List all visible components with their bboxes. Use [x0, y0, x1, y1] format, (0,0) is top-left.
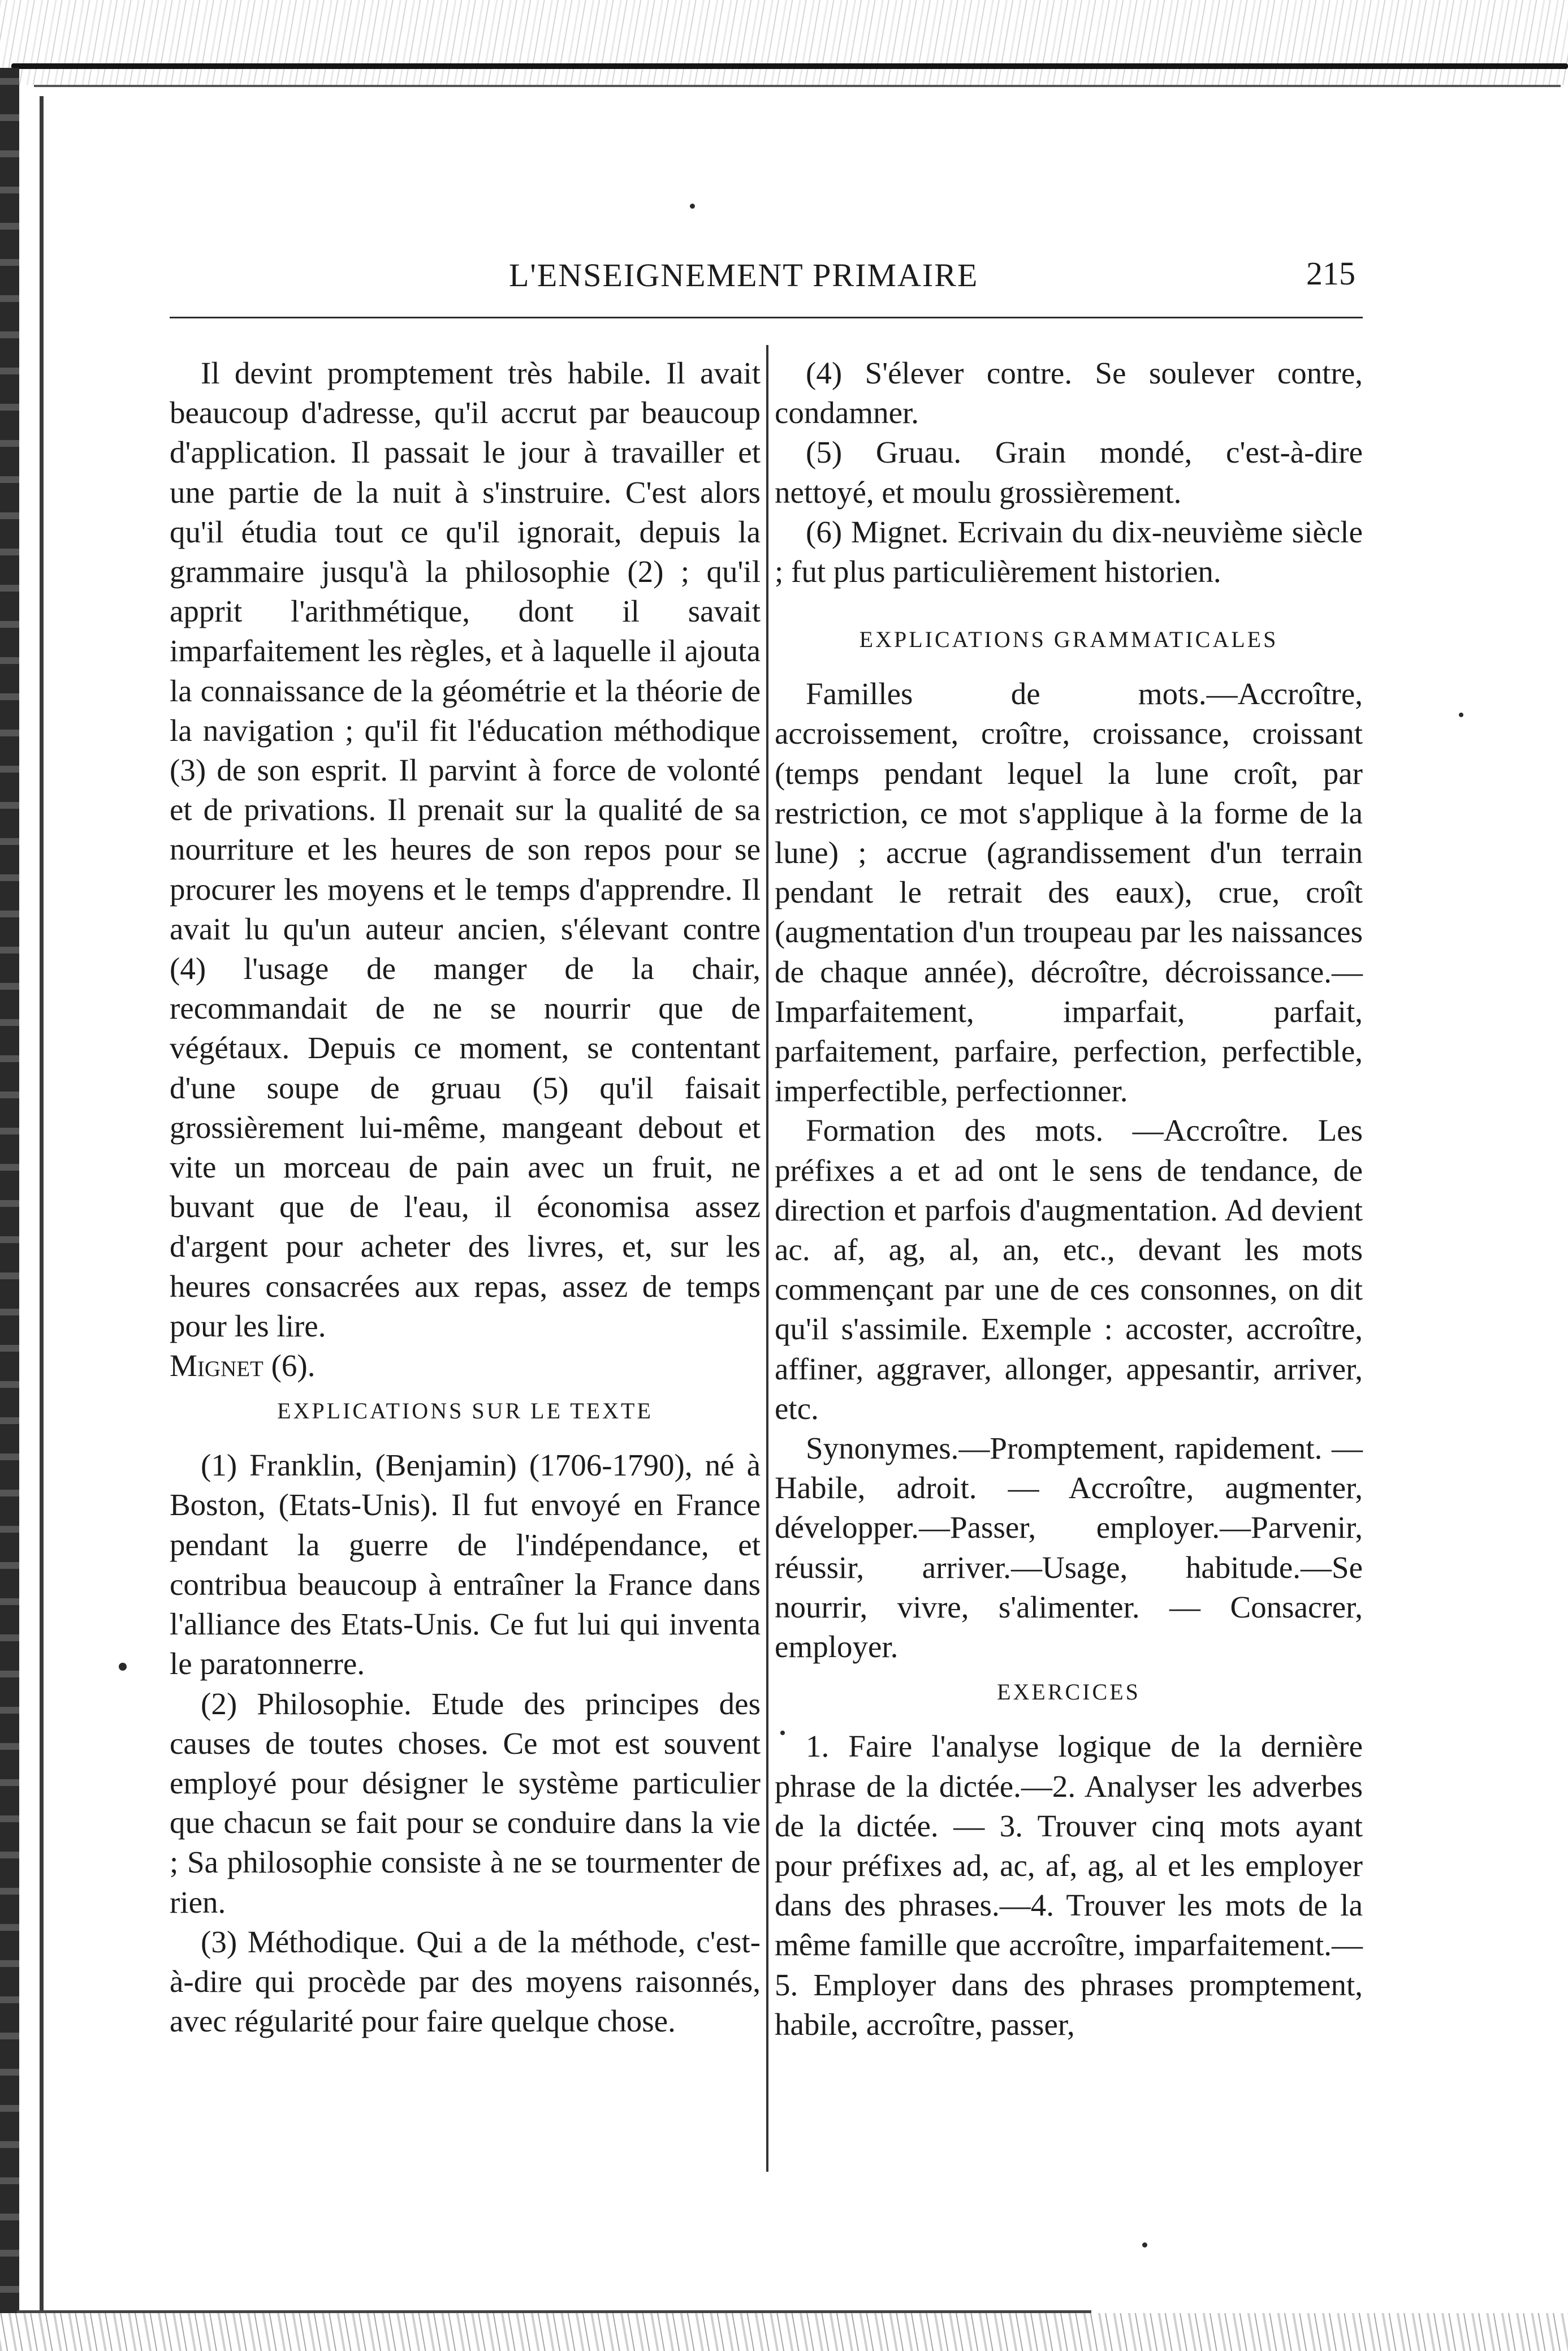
familles-de-mots: Familles de mots.—Accroître, accroissement, croître, croissance, croissant (temps pendant lequel la lune croît, par restriction, ce mot s'applique à la forme de la lune) ; accrue (agrandissement d'un terrain pendant le retrait des eaux), crue, croît (augmentation d'un troupeau par les naissances de chaque année), décroître, décroissance.—Imparfaitement, imparfait, parfait, parfaitement, parfaire, perfection, perfectible, imperfectible, perfectionner.: [775, 676, 1363, 1108]
formation-des-mots: Formation des mots. —Accroître. Les préfixes a et ad ont le sens de tendance, de direction et parfois d'augmentation. Ad devient ac. af, ag, al, an, etc., devant les mots commençant par une de ces consonnes, on dit qu'il s'assimile. Exemple : accoster, accroître, affiner, aggraver, allonger, appesantir, arriver, etc.: [775, 1113, 1363, 1426]
note-3: (3) Méthodique. Qui a de la méthode, c'est-à-dire qui procède par des moyens raisonnés, avec régularité pour faire quelque chose.: [170, 1924, 761, 2039]
synonymes: Synonymes.—Promptement, rapidement. —Habile, adroit. — Accroître, augmenter, développer.—Passer, employer.—Parvenir, réussir, arriver.—Usage, habitude.—Se nourrir, vivre, s'alimenter. — Consacrer, employer.: [775, 1431, 1363, 1664]
column-divider: [766, 345, 768, 2172]
notes-heading: EXPLICATIONS SUR LE TEXTE: [277, 1398, 653, 1424]
scan-speck: [690, 204, 695, 209]
scan-top-rule-thin: [34, 85, 1561, 87]
exercises-heading: EXERCICES: [997, 1679, 1141, 1705]
note-4: (4) S'élever contre. Se soulever contre, condamner.: [775, 356, 1363, 430]
dictation-text: Il devint promptement très habile. Il avait beaucoup d'adresse, qu'il accrut par beaucoup d'application. Il passait le jour à travailler et une partie de la nuit à s'instruire. C'est alors qu'il étudia tout ce qu'il ignorait, depuis la grammaire jusqu'à la philosophie (2) ; qu'il apprit l'arithmétique, dont il savait imparfaitement les règles, et à laquelle il ajouta la connaissance de la géométrie et la théorie de la navigation ; qu'il fit l'éducation méthodique (3) de son esprit. Il parvint à force de volonté et de privations. Il prenait sur la qualité de sa nourriture et les heures de son repos pour se procurer les moyens et le temps d'apprendre. Il avait lu qu'un auteur ancien, s'élevant contre (4) l'usage de manger de la chair, recommandait de ne se nourrir que de végétaux. Depuis ce moment, se contentant d'une soupe de gruau (5) qu'il faisait grossièrement lui-même, mangeant debout et vite un morceau de pain avec un fruit, ne buvant que de l'eau, il économisa assez d'argent pour acheter des livres, et, sur les heures consacrées aux repas, assez de temps pour les lire.: [170, 356, 761, 1343]
grammar-heading: EXPLICATIONS GRAMMATICALES: [859, 627, 1278, 653]
header-rule: [170, 317, 1363, 318]
scan-top-rule: [11, 63, 1568, 69]
signature: Mignet (6).: [170, 1348, 316, 1383]
left-column: [170, 353, 761, 2041]
note-1: (1) Franklin, (Benjamin) (1706-1790), né à Boston, (Etats-Unis). Il fut envoyé en France pendant la guerre de l'indépendance, et contribua beaucoup à entraîner la France dans l'alliance des Etats-Unis. Ce fut lui qui inventa le paratonnerre.: [170, 1448, 761, 1681]
note-2: (2) Philosophie. Etude des principes des causes de toutes choses. Ce mot est souvent employé pour désigner le système particulier que chacun se fait pour se conduire dans la vie ; Sa philosophie consiste à ne se tourmenter de rien.: [170, 1686, 761, 1919]
scan-bottom-edge: [0, 2313, 1568, 2351]
scan-speck: [119, 1663, 127, 1671]
page-number: 215: [1306, 255, 1355, 292]
scan-top-edge: [0, 0, 1568, 85]
right-column: [775, 353, 1363, 2044]
scan-speck: [1142, 2242, 1147, 2248]
note-6: (6) Mignet. Ecrivain du dix-neuvième siècle ; fut plus particulièrement historien.: [775, 514, 1363, 589]
scan-left-edge: [0, 68, 19, 2347]
scan-left-rule: [40, 96, 44, 2336]
scan-speck: [1459, 713, 1463, 717]
note-5: (5) Gruau. Grain mondé, c'est-à-dire nettoyé, et moulu grossièrement.: [775, 435, 1363, 510]
exercises-text: 1. Faire l'analyse logique de la dernière phrase de la dictée.—2. Analyser les adverbes de la dictée. — 3. Trouver cinq mots ayant pour préfixes ad, ac, af, ag, al et les employer dans des phrases.—4. Trouver les mots de la même famille que accroître, imparfaitement.—5. Employer dans des phrases promptement, habile, accroître, passer,: [775, 1729, 1363, 2042]
running-title: L'ENSEIGNEMENT PRIMAIRE: [509, 257, 979, 294]
